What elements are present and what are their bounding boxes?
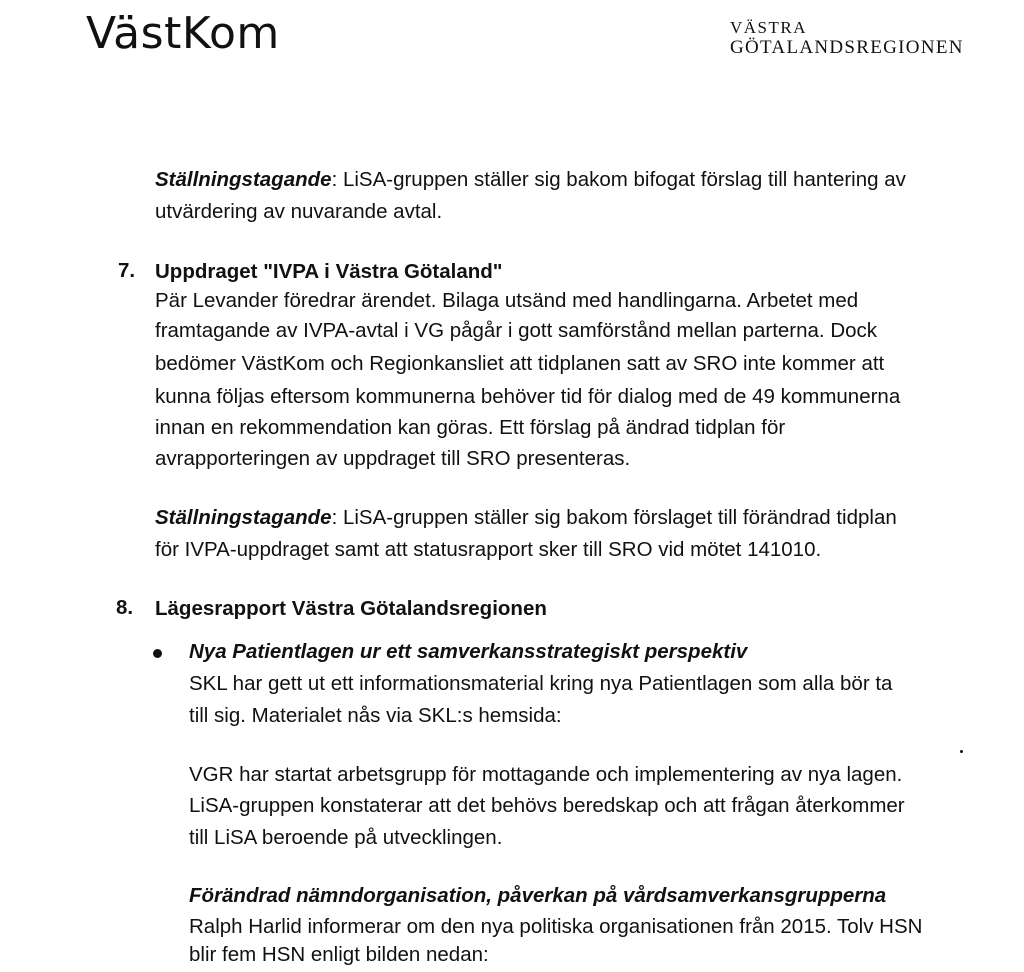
vgr-logo xyxy=(730,18,964,58)
section-7-paragraph-line: innan en rekommendation kan göras. Ett förslag på ändrad tidplan för xyxy=(155,416,786,439)
bullet-1-line: LiSA-gruppen konstaterar att det behövs beredskap och att frågan återkommer xyxy=(189,794,905,817)
position-text-line1: : LiSA-gruppen ställer sig bakom förslaget till förändrad tidplan xyxy=(331,506,897,529)
bullet-icon xyxy=(153,649,162,658)
position-label: Ställningstagande xyxy=(155,168,332,191)
section-7-paragraph-line: Pär Levander föredrar ärendet. Bilaga utsänd med handlingarna. Arbetet med xyxy=(155,289,859,312)
position-statement-1 xyxy=(155,167,906,194)
bullet-1-line: SKL har gett ut ett informationsmaterial kring nya Patientlagen som alla bör ta xyxy=(189,672,893,695)
section-8-number: 8. xyxy=(116,596,134,619)
section-7-paragraph-line: kunna följas eftersom kommunerna behöver tid för dialog med de 49 kommunerna xyxy=(155,385,901,408)
section-7-paragraph-line: framtagande av IVPA-avtal i VG pågår i gott samförstånd mellan parterna. Dock xyxy=(155,319,878,342)
position-label: Ställningstagande xyxy=(155,506,332,529)
bullet-1-title: Nya Patientlagen ur ett samverkansstrategiskt perspektiv xyxy=(189,640,748,663)
position-text-line2: för IVPA-uppdraget samt att statusrapport sker till SRO vid mötet 141010. xyxy=(155,538,822,561)
section-8-title: Lägesrapport Västra Götalandsregionen xyxy=(155,597,547,620)
page-header xyxy=(0,0,1024,80)
section-7-number: 7. xyxy=(118,259,136,282)
bullet-1-line: till sig. Materialet nås via SKL:s hemsida: xyxy=(189,704,562,727)
section-7-title: Uppdraget "IVPA i Västra Götaland" xyxy=(155,260,503,283)
subsection-2-line: Ralph Harlid informerar om den nya politiska organisationen från 2015. Tolv HSN xyxy=(189,915,923,938)
position-statement-2 xyxy=(155,505,897,532)
bullet-1-line: till LiSA beroende på utvecklingen. xyxy=(189,826,503,849)
position-text-line1: : LiSA-gruppen ställer sig bakom bifogat förslag till hantering av xyxy=(331,168,906,191)
bullet-1-line: VGR har startat arbetsgrupp för mottagande och implementering av nya lagen. xyxy=(189,763,903,786)
position-text-line2: utvärdering av nuvarande avtal. xyxy=(155,200,443,223)
vgr-logo-line2: GÖTALANDSREGIONEN xyxy=(730,37,964,58)
vastkom-logo: VästKom xyxy=(86,8,280,59)
vgr-logo-line1: VÄSTRA xyxy=(730,18,808,37)
stray-dot xyxy=(960,750,963,753)
subsection-2-line: blir fem HSN enligt bilden nedan: xyxy=(189,943,489,966)
subsection-2-title: Förändrad nämndorganisation, påverkan på vårdsamverkansgrupperna xyxy=(189,884,887,907)
section-7-paragraph-line: bedömer VästKom och Regionkansliet att tidplanen satt av SRO inte kommer att xyxy=(155,352,885,375)
section-7-paragraph-line: avrapporteringen av uppdraget till SRO presenteras. xyxy=(155,447,631,470)
